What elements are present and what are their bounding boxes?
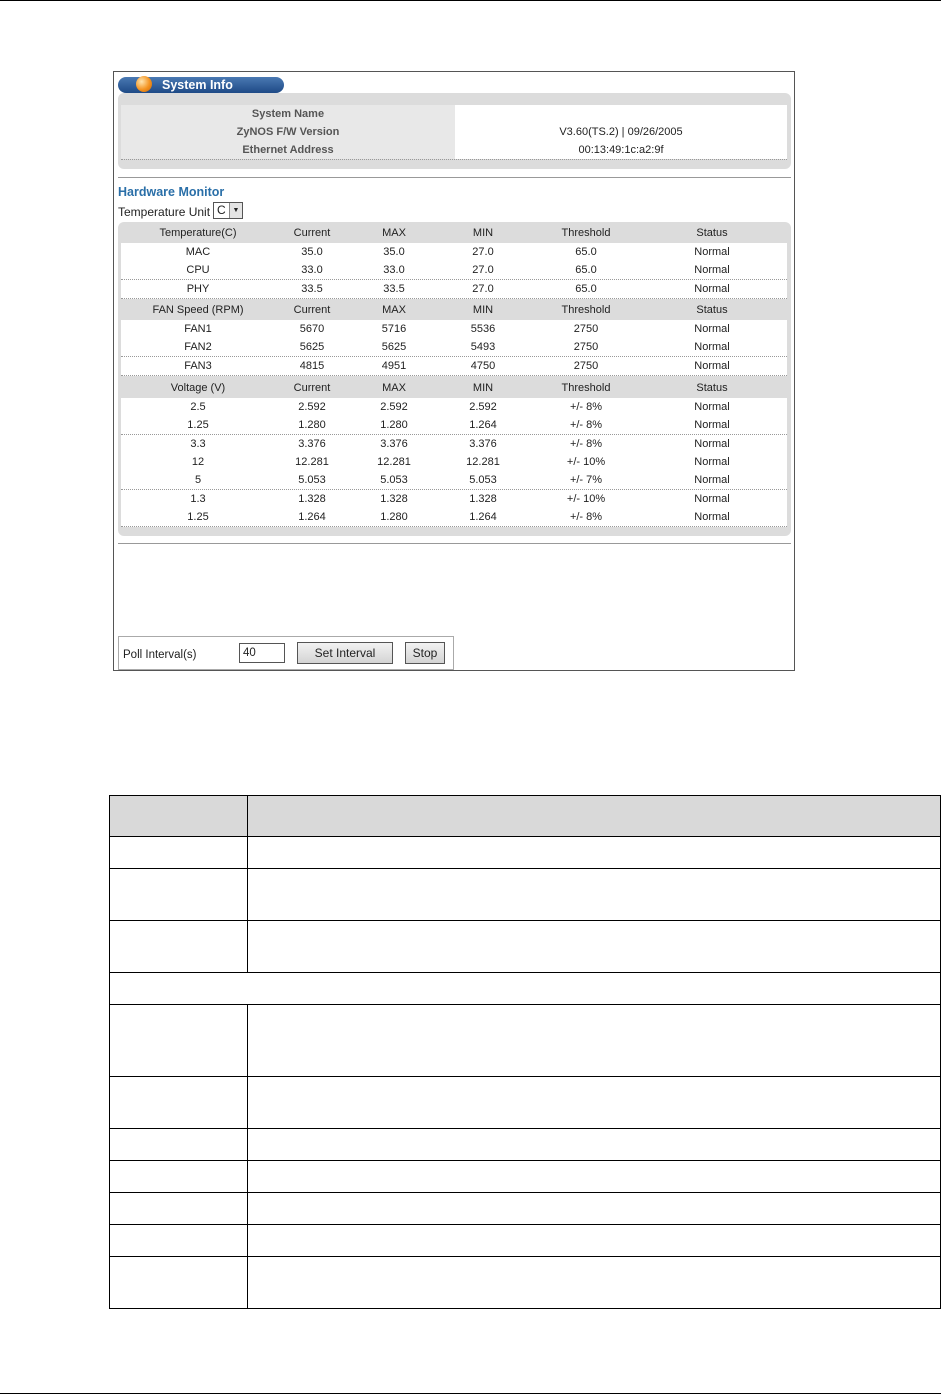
table-cell: 5.053: [469, 474, 497, 487]
temperature-header-row: [121, 224, 787, 242]
orange-ball-icon: [136, 76, 152, 92]
column-header: MIN: [472, 382, 494, 394]
stop-button[interactable]: Stop: [405, 642, 445, 664]
table-cell: 1.280: [380, 510, 408, 523]
table-cell: 5625: [299, 341, 325, 354]
table-row: [110, 1225, 940, 1257]
system-info-panel: [113, 71, 795, 671]
chevron-down-icon[interactable]: ▼: [229, 203, 242, 218]
table-cell: 33.0: [301, 264, 323, 277]
column-header: Current: [293, 382, 331, 394]
table-cell: 12.281: [466, 455, 500, 468]
table-cell: 1.280: [380, 419, 408, 432]
table-cell: 1.280: [298, 419, 326, 432]
temperature-unit-value: C: [217, 203, 226, 217]
page-bottom-rule: [0, 1393, 941, 1394]
column-header: MIN: [472, 227, 494, 239]
system-info-title-pill: [118, 77, 284, 93]
fan-row: [121, 357, 787, 376]
fan-row: [121, 338, 787, 357]
table-row: [110, 1077, 940, 1129]
table-cell: 65.0: [575, 282, 597, 295]
table-cell: 5625: [381, 341, 407, 354]
table-row: [110, 869, 940, 921]
table-cell: 2.592: [380, 401, 408, 413]
system-info-label: ZyNOS F/W Version: [121, 123, 455, 141]
voltage-row: [121, 398, 787, 417]
separator-2: [118, 543, 791, 544]
voltage-row: [121, 490, 787, 509]
table-row: [110, 921, 940, 973]
table-cell: Normal: [694, 419, 730, 432]
voltage-header-row: [121, 379, 787, 397]
table-cell: FAN3: [184, 359, 212, 372]
voltage-row: [121, 416, 787, 435]
table-cell: +/- 7%: [569, 474, 603, 487]
table-row: [110, 837, 940, 869]
table-row: [110, 1005, 940, 1077]
table-cell: 65.0: [575, 246, 597, 258]
table-cell: 27.0: [472, 282, 494, 295]
table-cell: 1.328: [380, 492, 408, 505]
table-label-cell: [110, 1193, 248, 1224]
system-info-value: 00:13:49:1c:a2:9f: [455, 141, 787, 159]
table-label-cell: [110, 1129, 248, 1160]
voltage-row: [121, 508, 787, 527]
table-cell: +/- 10%: [566, 492, 606, 505]
voltage-row: [121, 453, 787, 472]
table-cell: Normal: [694, 282, 730, 295]
system-info-value: [455, 105, 787, 123]
table-row: [110, 1257, 940, 1308]
table-cell: 4815: [299, 359, 325, 372]
fan-row: [121, 320, 787, 339]
system-info-value: V3.60(TS.2) | 09/26/2005: [455, 123, 787, 141]
table-cell: 2.5: [190, 401, 206, 413]
table-cell: 3.376: [298, 437, 326, 450]
poll-interval-box: [118, 636, 454, 670]
column-header: Threshold: [561, 382, 611, 394]
hardware-monitor-title: Hardware Monitor: [118, 185, 225, 199]
column-header: Threshold: [561, 304, 611, 316]
table-cell: Normal: [694, 474, 730, 487]
table-cell: 1.25: [187, 510, 209, 523]
column-header: Status: [696, 227, 728, 239]
table-cell: 12.281: [295, 455, 329, 468]
table-label-cell: [110, 1257, 248, 1308]
table-cell: +/- 10%: [566, 455, 606, 468]
table-cell: 35.0: [301, 246, 323, 258]
table-cell: Normal: [694, 341, 730, 354]
table-cell: +/- 8%: [569, 437, 603, 450]
table-cell: 1.328: [298, 492, 326, 505]
table-cell: 5536: [470, 323, 496, 335]
voltage-row: [121, 471, 787, 490]
table-cell: MAC: [185, 246, 211, 258]
page-top-rule: [0, 0, 941, 1]
table-cell: 27.0: [472, 246, 494, 258]
table-cell: 27.0: [472, 264, 494, 277]
table-cell: 2.592: [298, 401, 326, 413]
column-header: MIN: [472, 304, 494, 316]
table-label-cell: [110, 1005, 248, 1076]
column-header: MAX: [382, 382, 406, 394]
table-cell: Normal: [694, 246, 730, 258]
table-row: [110, 1161, 940, 1193]
temperature-row: [121, 280, 787, 299]
table-cell: +/- 8%: [569, 419, 603, 432]
table-cell: 1.264: [469, 510, 497, 523]
column-header: MAX: [382, 304, 406, 316]
column-header: Temperature(C): [159, 227, 237, 239]
system-info-row: [121, 105, 787, 124]
table-cell: 4951: [381, 359, 407, 372]
table-cell: 33.5: [383, 282, 405, 295]
table-cell: 2750: [573, 359, 599, 372]
table-cell: 2750: [573, 323, 599, 335]
table-header-label-cell: [110, 796, 248, 836]
table-cell: FAN2: [184, 341, 212, 354]
poll-interval-input[interactable]: 40: [239, 643, 285, 663]
table-label-cell: [110, 1161, 248, 1192]
table-row: [110, 1193, 940, 1225]
table-cell: 1.264: [298, 510, 326, 523]
table-label-cell: [110, 921, 248, 972]
table-label-cell: [110, 837, 248, 868]
column-header: MAX: [382, 227, 406, 239]
table-cell: 5: [194, 474, 202, 487]
table-cell: FAN1: [184, 323, 212, 335]
table-cell: Normal: [694, 401, 730, 413]
table-cell: 65.0: [575, 264, 597, 277]
table-cell: 1.328: [469, 492, 497, 505]
table-cell: 3.376: [469, 437, 497, 450]
poll-interval-label: Poll Interval(s): [123, 649, 197, 661]
column-header: Status: [696, 382, 728, 394]
temperature-unit-label: Temperature Unit: [118, 205, 211, 219]
table-cell: 1.25: [187, 419, 209, 432]
table-section-row: [110, 973, 940, 1005]
table-cell: Normal: [694, 510, 730, 523]
table-cell: +/- 8%: [569, 401, 603, 413]
table-label-cell: [110, 1225, 248, 1256]
table-cell: CPU: [186, 264, 210, 277]
table-cell: +/- 8%: [569, 510, 603, 523]
table-cell: 3.376: [380, 437, 408, 450]
temperature-unit-select[interactable]: [213, 202, 243, 219]
table-label-cell: [110, 1077, 248, 1128]
table-cell: 2.592: [469, 401, 497, 413]
separator-1: [118, 177, 791, 178]
table-cell: 5493: [470, 341, 496, 354]
voltage-row: [121, 435, 787, 454]
table-cell: 3.3: [190, 437, 206, 450]
table-cell: 12.281: [377, 455, 411, 468]
table-cell: Normal: [694, 264, 730, 277]
set-interval-button[interactable]: Set Interval: [297, 642, 393, 664]
temperature-row: [121, 243, 787, 262]
column-header: Current: [293, 227, 331, 239]
table-cell: 12: [191, 455, 205, 468]
column-header: Voltage (V): [170, 382, 226, 394]
table-cell: Normal: [694, 492, 730, 505]
table-cell: 5.053: [380, 474, 408, 487]
description-table: [109, 795, 941, 1309]
table-label-cell: [110, 869, 248, 920]
table-cell: 35.0: [383, 246, 405, 258]
table-cell: 5.053: [298, 474, 326, 487]
table-cell: Normal: [694, 437, 730, 450]
table-cell: 5670: [299, 323, 325, 335]
table-cell: Normal: [694, 455, 730, 468]
system-info-label: System Name: [121, 105, 455, 123]
table-header-row: [110, 796, 940, 837]
column-header: FAN Speed (RPM): [152, 304, 244, 316]
column-header: Current: [293, 304, 331, 316]
temperature-row: [121, 261, 787, 280]
column-header: Threshold: [561, 227, 611, 239]
system-info-row: [121, 123, 787, 142]
fan-header-row: [121, 301, 787, 319]
table-cell: 4750: [470, 359, 496, 372]
table-cell: 33.0: [383, 264, 405, 277]
table-cell: Normal: [694, 359, 730, 372]
table-cell: 5716: [381, 323, 407, 335]
system-info-label: Ethernet Address: [121, 141, 455, 159]
system-info-title: System Info: [162, 78, 233, 92]
table-cell: 1.3: [190, 492, 206, 505]
table-cell: Normal: [694, 323, 730, 335]
table-cell: 2750: [573, 341, 599, 354]
table-cell: 1.264: [469, 419, 497, 432]
table-row: [110, 1129, 940, 1161]
table-cell: PHY: [186, 282, 210, 295]
column-header: Status: [696, 304, 728, 316]
system-info-row: [121, 141, 787, 160]
table-cell: 33.5: [301, 282, 323, 295]
